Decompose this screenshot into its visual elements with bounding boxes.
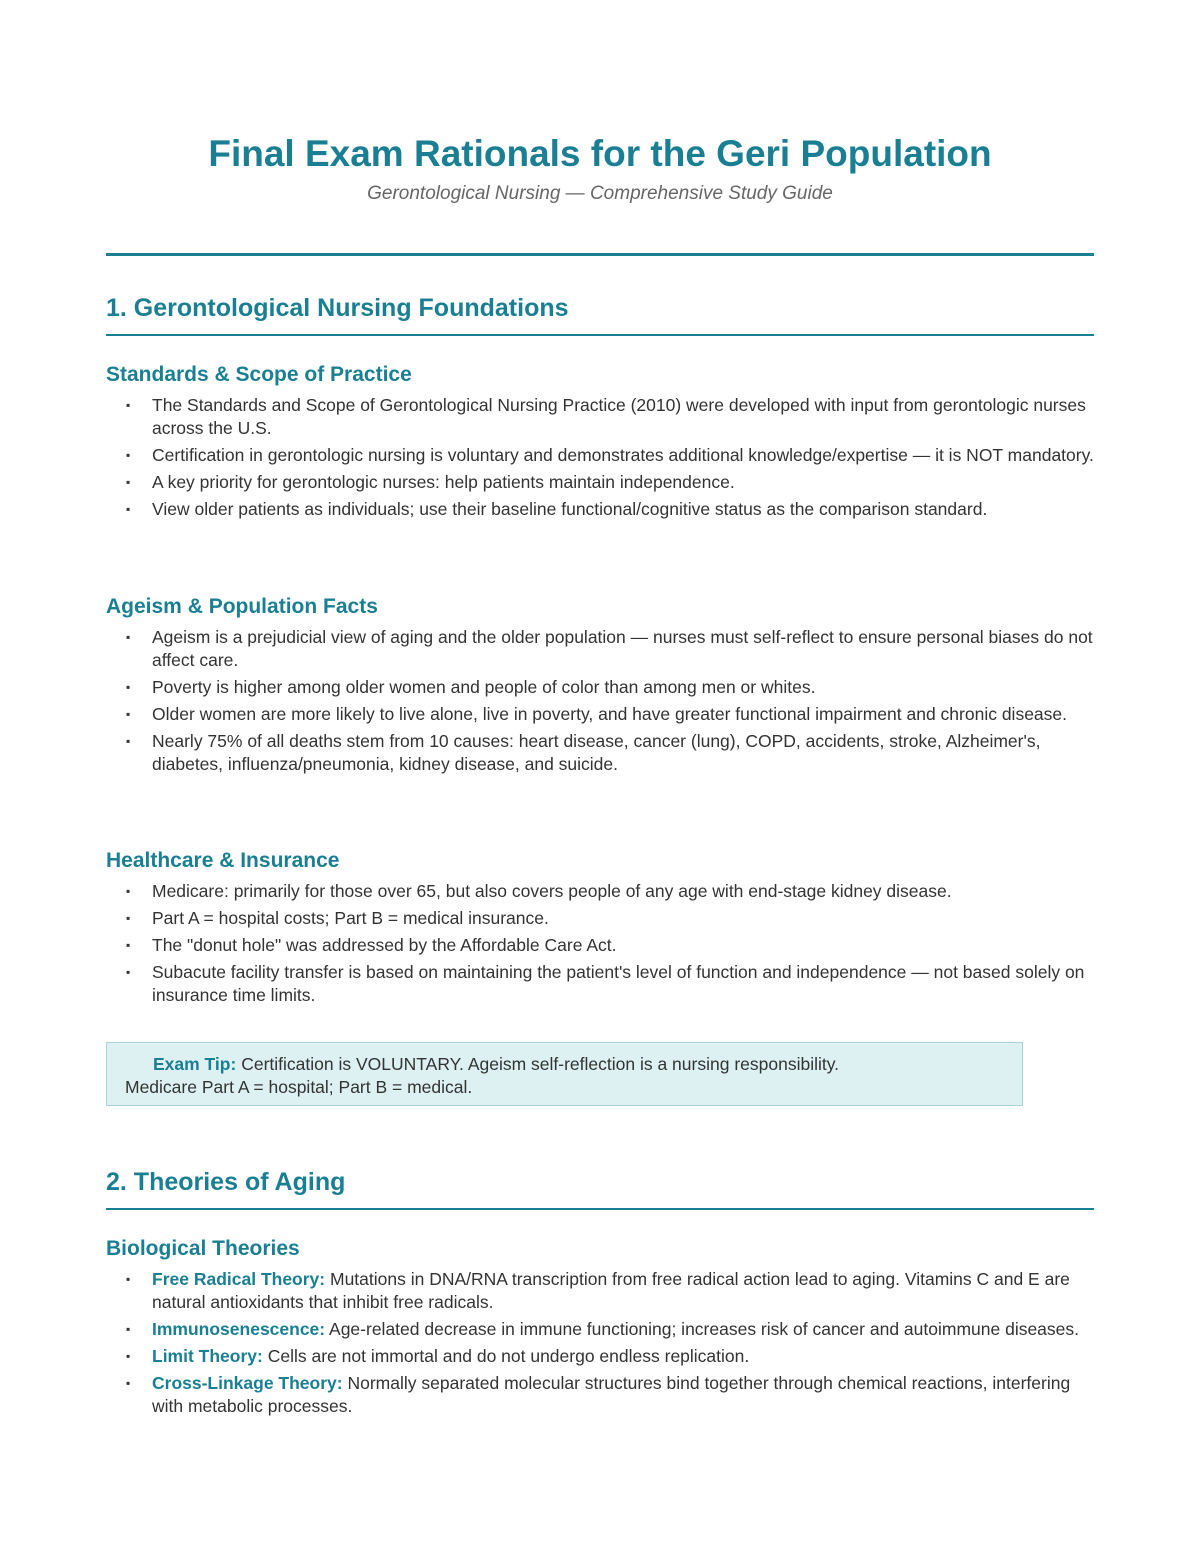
theory-term: Free Radical Theory:	[152, 1269, 326, 1289]
theory-text: Mutations in DNA/RNA transcription from free radical action lead to aging. Vitamins C and E are natural antioxidants that inhibit free radicals.	[152, 1269, 1070, 1312]
document-subtitle: Gerontological Nursing — Comprehensive Study Guide	[367, 183, 833, 204]
subsection-ageism-population	[106, 594, 1094, 780]
bullet-icon: ▪	[126, 1322, 131, 1336]
theory-text: Normally separated molecular structures bind together through chemical reactions, interfering with metabolic processes.	[152, 1373, 1071, 1416]
subsection-heading: Biological Theories	[106, 1237, 300, 1260]
list-item-text: Medicare: primarily for those over 65, but also covers people of any age with end-stage kidney disease.	[152, 881, 952, 901]
exam-tip-line-1	[125, 1053, 1006, 1076]
list-item	[106, 394, 1094, 440]
list-item-text: Subacute facility transfer is based on maintaining the patient's level of function and independence — not based solely on insurance time limits.	[152, 962, 1085, 1005]
section-divider	[106, 334, 1094, 336]
list-item-text: Older women are more likely to live alone, live in poverty, and have greater functional impairment and chronic disease.	[152, 704, 1067, 724]
list-item-text: View older patients as individuals; use their baseline functional/cognitive status as the comparison standard.	[152, 499, 988, 519]
bullet-icon: ▪	[126, 475, 131, 489]
list-item	[106, 1345, 1094, 1368]
list-item-text: Certification in gerontologic nursing is voluntary and demonstrates additional knowledge/expertise — it is NOT mandatory.	[152, 445, 1094, 465]
list-item	[106, 471, 1094, 494]
theory-text: Age-related decrease in immune functioning; increases risk of cancer and autoimmune diseases.	[329, 1319, 1080, 1339]
subsection-biological-theories	[106, 1236, 1094, 1422]
section-divider	[106, 1208, 1094, 1210]
list-item-text: A key priority for gerontologic nurses: help patients maintain independence.	[152, 472, 735, 492]
bullet-icon: ▪	[126, 884, 131, 898]
theory-term: Cross-Linkage Theory:	[152, 1373, 343, 1393]
bullet-icon: ▪	[126, 502, 131, 516]
list-item	[106, 907, 1094, 930]
theory-term: Immunosenescence:	[152, 1319, 326, 1339]
bullet-list	[106, 394, 1094, 521]
bullet-icon: ▪	[126, 965, 131, 979]
subsection-heading: Standards & Scope of Practice	[106, 363, 412, 386]
subsection-heading: Healthcare & Insurance	[106, 849, 340, 872]
theory-text: Cells are not immortal and do not undergo endless replication.	[267, 1346, 750, 1366]
list-item	[106, 444, 1094, 467]
list-item	[106, 498, 1094, 521]
section-heading: 1. Gerontological Nursing Foundations	[106, 294, 569, 322]
bullet-list	[106, 1268, 1094, 1418]
list-item	[106, 934, 1094, 957]
exam-tip-label: Exam Tip:	[153, 1054, 237, 1074]
bullet-list	[106, 626, 1094, 776]
subsection-healthcare-insurance	[106, 848, 1094, 1011]
section-heading: 2. Theories of Aging	[106, 1168, 346, 1196]
subsection-heading: Ageism & Population Facts	[106, 595, 378, 618]
list-item	[106, 626, 1094, 672]
exam-tip-text: Certification is VOLUNTARY. Ageism self-reflection is a nursing responsibility.	[241, 1054, 840, 1074]
bullet-icon: ▪	[126, 734, 131, 748]
list-item	[106, 880, 1094, 903]
title-divider	[106, 253, 1094, 256]
section-theories-of-aging	[106, 1166, 1094, 1210]
bullet-icon: ▪	[126, 1272, 131, 1286]
list-item-text: The Standards and Scope of Gerontological Nursing Practice (2010) were developed with input from gerontologic nurses across the U.S.	[152, 395, 1086, 438]
list-item-text: Nearly 75% of all deaths stem from 10 causes: heart disease, cancer (lung), COPD, accidents, stroke, Alzheimer's, diabetes, influenza/pneumonia, kidney disease, and suicide.	[152, 731, 1041, 774]
list-item	[106, 1268, 1094, 1314]
bullet-icon: ▪	[126, 1349, 131, 1363]
list-item	[106, 1318, 1094, 1341]
list-item-text: Poverty is higher among older women and people of color than among men or whites.	[152, 677, 816, 697]
bullet-icon: ▪	[126, 398, 131, 412]
theory-term: Limit Theory:	[152, 1346, 263, 1366]
list-item-text: The "donut hole" was addressed by the Affordable Care Act.	[152, 935, 617, 955]
exam-tip-line-2: Medicare Part A = hospital; Part B = medical.	[125, 1077, 473, 1097]
exam-tip-callout	[106, 1042, 1023, 1106]
subsection-standards-scope	[106, 362, 1094, 525]
list-item	[106, 676, 1094, 699]
document-title: Final Exam Rationals for the Geri Population	[208, 133, 992, 174]
bullet-icon: ▪	[126, 707, 131, 721]
bullet-icon: ▪	[126, 680, 131, 694]
bullet-icon: ▪	[126, 448, 131, 462]
bullet-icon: ▪	[126, 938, 131, 952]
list-item	[106, 961, 1094, 1007]
list-item	[106, 1372, 1094, 1418]
bullet-list	[106, 880, 1094, 1007]
list-item	[106, 730, 1094, 776]
list-item	[106, 703, 1094, 726]
bullet-icon: ▪	[126, 1376, 131, 1390]
section-foundations	[106, 292, 1094, 336]
list-item-text: Part A = hospital costs; Part B = medical insurance.	[152, 908, 549, 928]
bullet-icon: ▪	[126, 911, 131, 925]
list-item-text: Ageism is a prejudicial view of aging and the older population — nurses must self-reflect to ensure personal biases do not affect care.	[152, 627, 1093, 670]
bullet-icon: ▪	[126, 630, 131, 644]
